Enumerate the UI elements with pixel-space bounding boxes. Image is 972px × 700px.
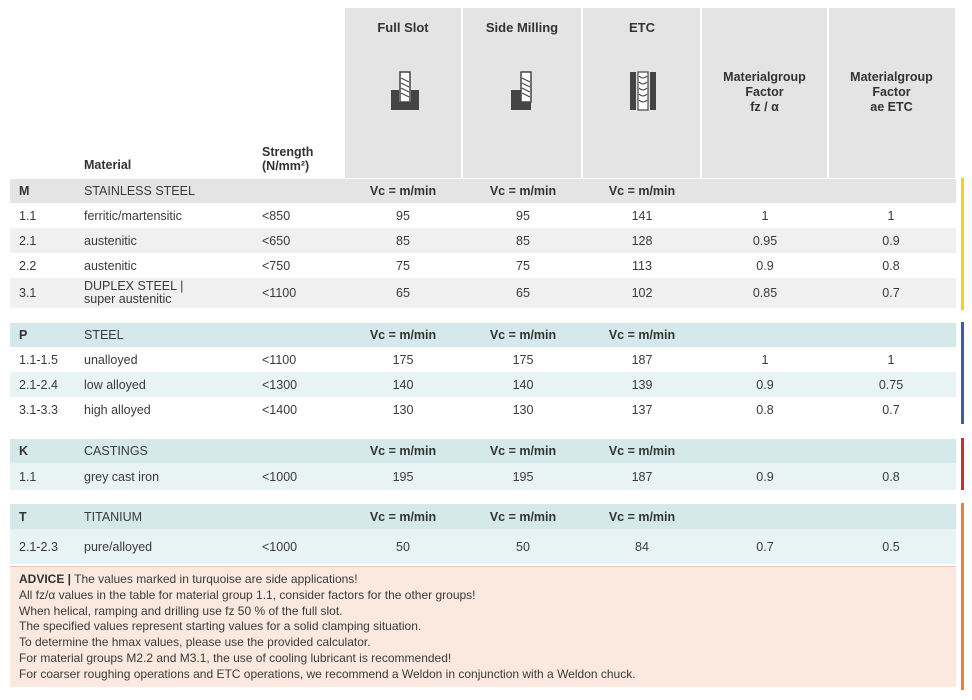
row-code: 1.1 [19, 469, 37, 484]
group-code: K [19, 444, 29, 458]
row-side-milling: 140 [512, 377, 534, 392]
table-row [10, 203, 956, 228]
group-header-k [10, 439, 956, 463]
row-name: austenitic [84, 233, 137, 248]
group-header-t [10, 504, 956, 529]
row-strength: <1100 [262, 352, 297, 367]
table-row [10, 463, 956, 490]
group-m-color-bar [961, 178, 964, 310]
row-full-slot: 140 [392, 377, 414, 392]
advice-line4: The specified values represent starting values for a solid clamping situation. [19, 619, 422, 634]
row-strength: <850 [262, 208, 291, 223]
vc-side-milling: Vc = m/min [489, 184, 557, 198]
row-strength: <1100 [262, 286, 297, 300]
advice-line2: All fz/α values in the table for material group 1.1, consider factors for the other groups! [19, 587, 476, 602]
row-strength: <1400 [262, 402, 298, 417]
table-row [10, 529, 956, 564]
row-factor-fz: 0.7 [756, 539, 774, 554]
row-etc: 187 [631, 352, 653, 367]
row-side-milling: 65 [516, 286, 530, 300]
row-factor-ae: 0.5 [882, 539, 900, 554]
row-code: 2.2 [19, 258, 37, 273]
group-name: STEEL [84, 328, 124, 342]
row-code: 1.1-1.5 [19, 352, 58, 367]
factor-fz-label [702, 70, 827, 115]
table-row [10, 347, 956, 372]
group-name: TITANIUM [84, 509, 143, 524]
factor-ae-label [829, 70, 954, 115]
group-p-color-bar [961, 322, 964, 424]
row-full-slot: 65 [396, 286, 410, 300]
etc-milling-icon [628, 70, 658, 112]
row-side-milling: 75 [516, 258, 530, 273]
vc-full-slot: Vc = m/min [369, 444, 437, 458]
row-side-milling: 95 [516, 208, 530, 223]
vc-side-milling: Vc = m/min [489, 328, 557, 342]
row-factor-ae: 0.8 [882, 469, 900, 484]
etc-label: ETC [629, 20, 655, 35]
side-milling-icon [510, 70, 540, 112]
row-factor-ae: 0.75 [878, 377, 904, 392]
row-factor-fz: 1 [761, 208, 769, 223]
group-code: P [19, 328, 28, 342]
row-side-milling: 85 [516, 233, 530, 248]
row-factor-fz: 1 [761, 352, 769, 367]
row-side-milling: 175 [512, 352, 534, 367]
advice-line6: For material groups M2.2 and M3.1, the use of cooling lubricant is recommended! [19, 650, 452, 665]
row-factor-fz: 0.9 [756, 469, 774, 484]
factor-ae-line2: Factor [872, 85, 911, 99]
advice-line1 [19, 572, 947, 588]
material-header: Material [84, 158, 132, 172]
row-code: 3.1-3.3 [19, 402, 58, 417]
row-code: 2.1-2.4 [19, 377, 58, 392]
row-factor-fz: 0.9 [756, 258, 774, 273]
side-milling-label: Side Milling [485, 20, 559, 35]
row-side-milling: 50 [516, 539, 530, 554]
full-slot-label: Full Slot [377, 20, 429, 35]
row-full-slot: 95 [396, 208, 410, 223]
advice-line3: When helical, ramping and drilling use fz 50 % of the full slot. [19, 603, 343, 618]
row-full-slot: 195 [392, 469, 414, 484]
vc-full-slot: Vc = m/min [369, 328, 437, 342]
row-code: 2.1 [19, 233, 37, 248]
table-row [10, 253, 956, 278]
row-strength: <750 [262, 258, 291, 273]
row-name: high alloyed [84, 402, 151, 417]
factor-fz-line2: Factor [745, 85, 784, 99]
row-etc: 137 [631, 402, 653, 417]
row-factor-fz: 0.85 [752, 286, 778, 300]
vc-full-slot: Vc = m/min [369, 509, 437, 524]
factor-ae-line3: ae ETC [870, 100, 913, 114]
row-name [84, 280, 183, 306]
row-full-slot: 85 [396, 233, 410, 248]
row-factor-fz: 0.9 [756, 377, 774, 392]
advice-line5: To determine the hmax values, please use the provided calculator. [19, 635, 371, 650]
row-full-slot: 175 [392, 352, 414, 367]
vc-etc: Vc = m/min [608, 184, 676, 198]
row-full-slot: 130 [392, 402, 414, 417]
strength-header-line1: Strength [262, 145, 314, 159]
row-name-line1: DUPLEX STEEL | [84, 279, 184, 293]
group-header-p [10, 323, 956, 347]
row-code: 2.1-2.3 [19, 539, 58, 554]
table-row [10, 397, 956, 422]
row-strength: <1000 [262, 469, 298, 484]
table-row [10, 372, 956, 397]
row-etc: 187 [631, 469, 653, 484]
table-row [10, 228, 956, 253]
row-etc: 128 [631, 233, 653, 248]
row-factor-ae: 1 [887, 352, 895, 367]
group-t-color-bar [961, 503, 964, 690]
row-factor-ae: 0.8 [882, 258, 900, 273]
row-full-slot: 75 [396, 258, 410, 273]
row-code: 1.1 [19, 208, 37, 223]
row-strength: <1000 [262, 539, 298, 554]
row-name: low alloyed [84, 377, 146, 392]
row-etc: 84 [635, 539, 649, 554]
group-k-color-bar [961, 438, 964, 490]
vc-etc: Vc = m/min [608, 509, 676, 524]
row-full-slot: 50 [396, 539, 410, 554]
row-etc: 139 [631, 377, 653, 392]
row-factor-ae: 0.7 [882, 286, 900, 300]
row-etc: 102 [631, 286, 653, 300]
full-slot-milling-icon [390, 70, 420, 112]
row-factor-ae: 1 [887, 208, 895, 223]
vc-full-slot: Vc = m/min [369, 184, 437, 198]
vc-side-milling: Vc = m/min [489, 444, 557, 458]
row-name: grey cast iron [84, 469, 160, 484]
advice-title: ADVICE | [19, 572, 72, 586]
factor-fz-line3: fz / α [750, 100, 779, 114]
group-code: T [19, 509, 27, 524]
row-etc: 141 [631, 208, 653, 223]
row-name-line2: super austenitic [84, 292, 172, 306]
row-side-milling: 130 [512, 402, 534, 417]
group-name: CASTINGS [84, 444, 148, 458]
row-name: austenitic [84, 258, 137, 273]
factor-ae-line1: Materialgroup [850, 70, 933, 84]
vc-etc: Vc = m/min [608, 328, 676, 342]
group-header-m [10, 179, 956, 203]
strength-header [262, 145, 313, 173]
strength-header-line2: (N/mm²) [262, 159, 310, 173]
advice-text1: The values marked in turquoise are side applications! [74, 572, 358, 586]
row-code: 3.1 [19, 286, 37, 300]
vc-etc: Vc = m/min [608, 444, 676, 458]
row-side-milling: 195 [512, 469, 534, 484]
row-factor-fz: 0.8 [756, 402, 774, 417]
advice-box [10, 566, 956, 687]
row-strength: <1300 [262, 377, 298, 392]
row-strength: <650 [262, 233, 291, 248]
table-row [10, 278, 956, 308]
row-etc: 113 [632, 258, 652, 273]
group-code: M [19, 184, 30, 198]
row-name: unalloyed [84, 352, 138, 367]
advice-line7: For coarser roughing operations and ETC operations, we recommend a Weldon in conjunction with a Weldon chuck. [19, 666, 636, 681]
row-name: pure/alloyed [84, 539, 153, 554]
factor-fz-line1: Materialgroup [723, 70, 806, 84]
group-name: STAINLESS STEEL [84, 184, 195, 198]
vc-side-milling: Vc = m/min [489, 509, 557, 524]
row-factor-ae: 0.9 [882, 233, 900, 248]
row-factor-fz: 0.95 [752, 233, 778, 248]
row-name: ferritic/martensitic [84, 208, 182, 223]
row-factor-ae: 0.7 [882, 402, 900, 417]
